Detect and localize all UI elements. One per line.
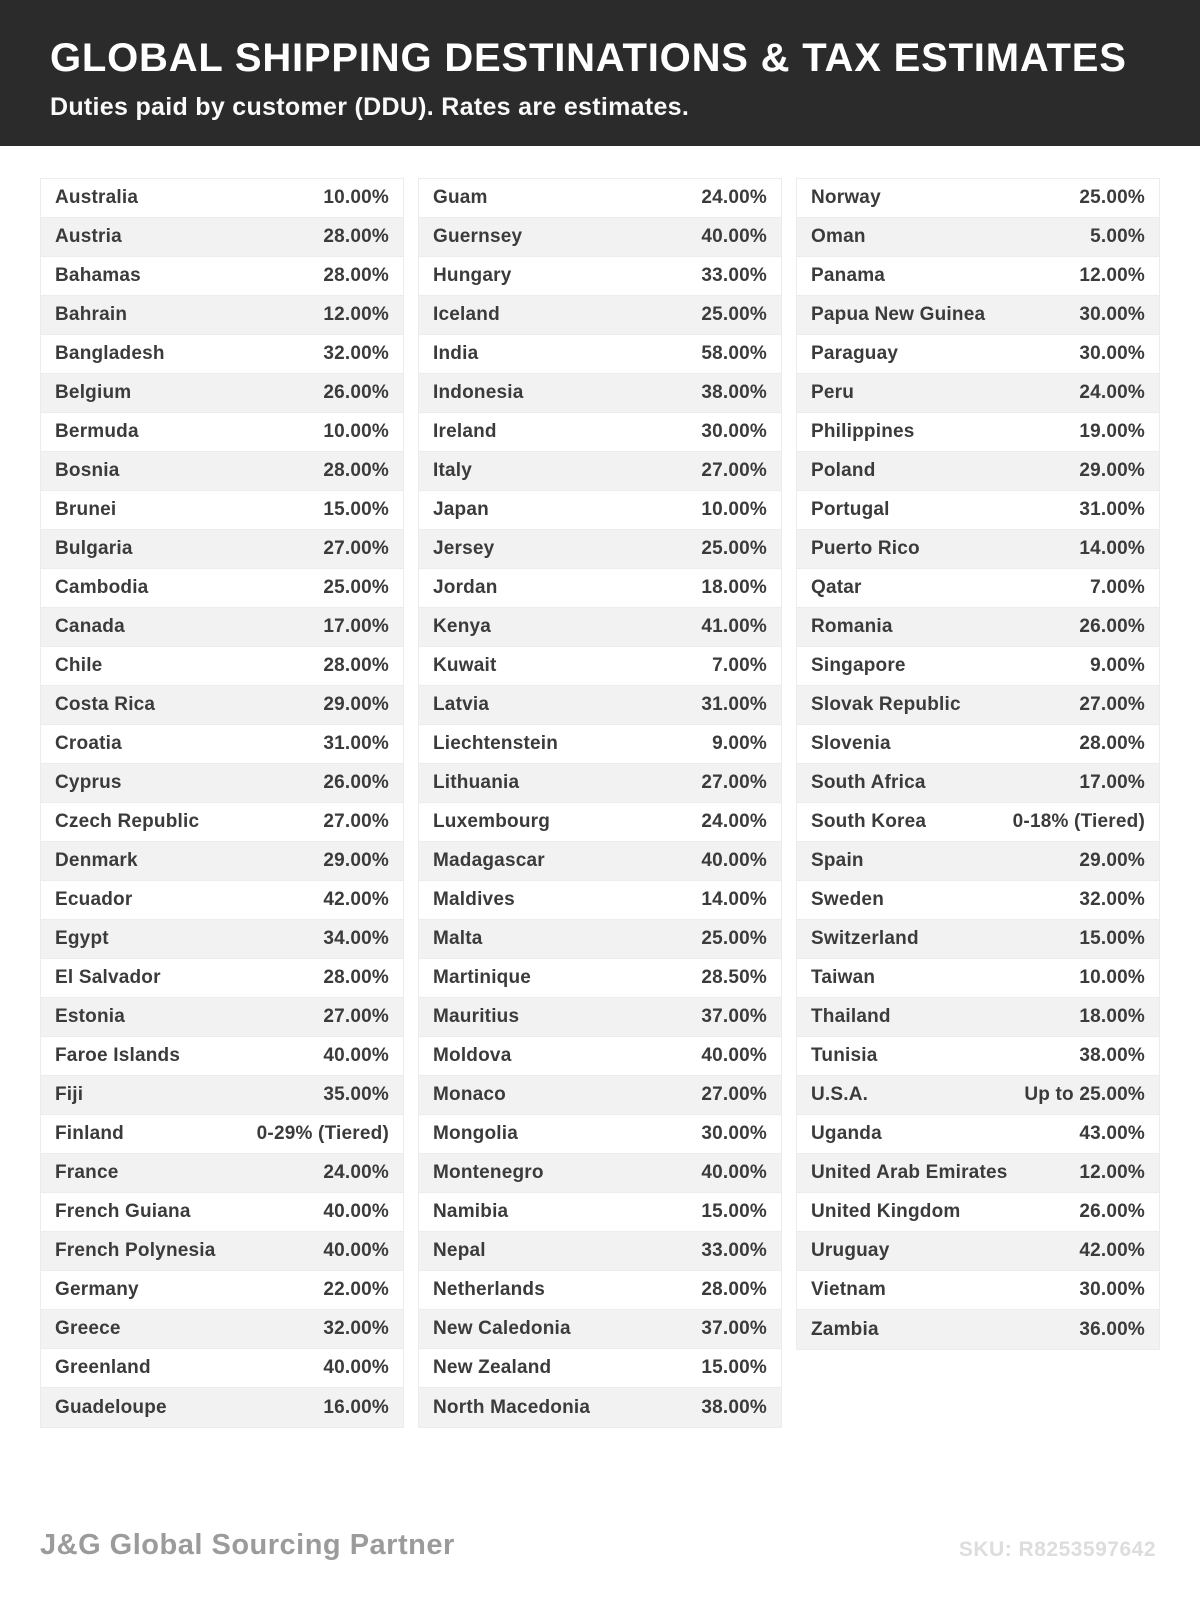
country-name: North Macedonia — [433, 1396, 591, 1418]
country-name: Tunisia — [811, 1045, 878, 1066]
country-name: U.S.A. — [811, 1084, 869, 1105]
tax-rate: 31.00% — [323, 733, 389, 754]
country-name: Portugal — [811, 499, 890, 520]
table-row — [41, 413, 403, 452]
country-name: Slovenia — [811, 733, 891, 754]
tax-rate: 37.00% — [701, 1006, 767, 1027]
table-row — [41, 530, 403, 569]
tax-rate: 43.00% — [1079, 1123, 1145, 1144]
tax-rate: 19.00% — [1079, 421, 1145, 442]
tax-rate: 12.00% — [1079, 265, 1145, 286]
country-name: Jordan — [433, 577, 498, 598]
table-row — [797, 218, 1159, 257]
table-row — [797, 179, 1159, 218]
country-name: Nepal — [433, 1240, 486, 1261]
tax-rate: 33.00% — [701, 265, 767, 286]
tax-rate: 36.00% — [1079, 1318, 1145, 1340]
tax-rate: 30.00% — [701, 421, 767, 442]
country-name: South Africa — [811, 772, 926, 793]
tax-rate: 37.00% — [701, 1318, 767, 1339]
tax-rate: 41.00% — [701, 616, 767, 637]
table-row — [419, 881, 781, 920]
country-name: Faroe Islands — [55, 1045, 181, 1066]
table-row — [419, 218, 781, 257]
country-name: Luxembourg — [433, 811, 551, 832]
tax-rate: 27.00% — [323, 1006, 389, 1027]
table-row — [41, 725, 403, 764]
country-name: Spain — [811, 850, 864, 871]
country-name: Madagascar — [433, 850, 545, 871]
country-name: Kuwait — [433, 655, 497, 676]
country-name: Cyprus — [55, 772, 122, 793]
tax-rate: 30.00% — [1079, 1279, 1145, 1300]
table-row — [797, 491, 1159, 530]
tax-rate: 40.00% — [701, 850, 767, 871]
table-row — [41, 335, 403, 374]
table-row — [419, 1388, 781, 1427]
tax-rate: 18.00% — [1079, 1006, 1145, 1027]
table-row — [41, 374, 403, 413]
table-row — [41, 881, 403, 920]
table-row — [797, 803, 1159, 842]
tax-rate: 28.00% — [323, 460, 389, 481]
table-row — [797, 920, 1159, 959]
country-name: Netherlands — [433, 1279, 546, 1300]
table-row — [797, 374, 1159, 413]
country-name: Finland — [55, 1123, 124, 1144]
table-row — [419, 491, 781, 530]
tax-rate: 15.00% — [701, 1201, 767, 1222]
country-name: Uganda — [811, 1123, 882, 1144]
country-name: Bangladesh — [55, 343, 165, 364]
tax-rate: 15.00% — [323, 499, 389, 520]
country-name: India — [433, 343, 479, 364]
tax-rate: 22.00% — [323, 1279, 389, 1300]
sku-label: SKU: R8253597642 — [958, 1538, 1156, 1561]
tax-rate: 14.00% — [1079, 538, 1145, 559]
country-name: Lithuania — [433, 772, 520, 793]
tax-rate: 28.00% — [323, 265, 389, 286]
tax-rate: 40.00% — [701, 1045, 767, 1066]
table-row — [797, 296, 1159, 335]
tax-rate: 27.00% — [323, 811, 389, 832]
brand-name: J&G Global Sourcing Partner — [40, 1529, 455, 1561]
country-name: Denmark — [55, 850, 138, 871]
tax-rate: 25.00% — [701, 928, 767, 949]
country-name: Bahrain — [55, 304, 128, 325]
country-name: Puerto Rico — [811, 538, 920, 559]
country-name: Peru — [811, 382, 855, 403]
table-row — [419, 764, 781, 803]
country-name: Bermuda — [55, 421, 139, 442]
table-row — [41, 842, 403, 881]
table-row — [797, 998, 1159, 1037]
tax-rate: 25.00% — [1079, 187, 1145, 208]
table-row — [419, 1115, 781, 1154]
tax-rate: 27.00% — [701, 772, 767, 793]
tax-rate: 24.00% — [701, 187, 767, 208]
table-row — [41, 296, 403, 335]
table-row — [41, 686, 403, 725]
country-name: Liechtenstein — [433, 733, 559, 754]
table-row — [419, 803, 781, 842]
tax-rate: 15.00% — [1079, 928, 1145, 949]
table-row — [41, 959, 403, 998]
table-row — [41, 1154, 403, 1193]
rates-column-3 — [796, 178, 1160, 1350]
table-row — [419, 179, 781, 218]
country-name: Canada — [55, 616, 125, 637]
country-name: United Kingdom — [811, 1201, 961, 1222]
tax-rate: 9.00% — [1090, 655, 1145, 676]
country-name: Guernsey — [433, 226, 523, 247]
country-name: Latvia — [433, 694, 490, 715]
tax-rate: 26.00% — [323, 382, 389, 403]
tax-rate: 31.00% — [1079, 499, 1145, 520]
country-name: Greece — [55, 1318, 121, 1339]
table-row — [797, 842, 1159, 881]
table-row — [797, 764, 1159, 803]
tax-rate: Up to 25.00% — [1024, 1084, 1145, 1105]
tax-rate: 40.00% — [323, 1240, 389, 1261]
tax-rate: 32.00% — [323, 1318, 389, 1339]
tax-rate: 42.00% — [323, 889, 389, 910]
tax-rate: 27.00% — [701, 1084, 767, 1105]
tax-rate: 10.00% — [323, 187, 389, 208]
tax-rate: 15.00% — [701, 1357, 767, 1378]
country-name: Estonia — [55, 1006, 126, 1027]
rates-column-1 — [40, 178, 404, 1428]
tax-rate: 9.00% — [712, 733, 767, 754]
country-name: Guam — [433, 187, 488, 208]
table-row — [797, 335, 1159, 374]
table-row — [41, 1076, 403, 1115]
table-row — [419, 1271, 781, 1310]
country-name: South Korea — [811, 811, 927, 832]
table-row — [419, 1310, 781, 1349]
tax-rate: 28.00% — [1079, 733, 1145, 754]
tax-rate: 12.00% — [1079, 1162, 1145, 1183]
country-name: Hungary — [433, 265, 512, 286]
tax-rate: 25.00% — [701, 538, 767, 559]
table-row — [419, 374, 781, 413]
table-row — [797, 1310, 1159, 1349]
country-name: Austria — [55, 226, 122, 247]
page-title: GLOBAL SHIPPING DESTINATIONS & TAX ESTIMATES — [50, 36, 1127, 80]
page-subtitle: Duties paid by customer (DDU). Rates are estimates. — [50, 93, 690, 121]
table-row — [41, 1349, 403, 1388]
country-name: Singapore — [811, 655, 906, 676]
country-name: Cambodia — [55, 577, 149, 598]
tax-rate: 38.00% — [701, 382, 767, 403]
rates-column-2 — [418, 178, 782, 1428]
table-row — [797, 881, 1159, 920]
table-row — [797, 686, 1159, 725]
table-row — [797, 1115, 1159, 1154]
footer — [40, 1529, 1156, 1562]
country-name: Oman — [811, 226, 866, 247]
table-row — [41, 1037, 403, 1076]
country-name: Papua New Guinea — [811, 304, 986, 325]
country-name: Switzerland — [811, 928, 919, 949]
tax-rate: 33.00% — [701, 1240, 767, 1261]
tax-rate: 26.00% — [1079, 616, 1145, 637]
tax-rate: 27.00% — [323, 538, 389, 559]
table-row — [797, 1076, 1159, 1115]
table-row — [419, 608, 781, 647]
country-name: Kenya — [433, 616, 492, 637]
table-row — [41, 218, 403, 257]
country-name: Philippines — [811, 421, 915, 442]
table-row — [419, 296, 781, 335]
tax-rate: 38.00% — [1079, 1045, 1145, 1066]
country-name: Iceland — [433, 304, 500, 325]
tax-rate: 40.00% — [323, 1045, 389, 1066]
table-row — [797, 1232, 1159, 1271]
tax-rate: 28.00% — [323, 967, 389, 988]
table-row — [797, 608, 1159, 647]
tax-rate: 34.00% — [323, 928, 389, 949]
tax-rate: 24.00% — [701, 811, 767, 832]
country-name: Sweden — [811, 889, 884, 910]
tax-rate: 10.00% — [323, 421, 389, 442]
table-row — [797, 452, 1159, 491]
tax-rate: 30.00% — [701, 1123, 767, 1144]
table-row — [41, 998, 403, 1037]
country-name: Costa Rica — [55, 694, 156, 715]
table-row — [419, 1154, 781, 1193]
country-name: New Caledonia — [433, 1318, 571, 1339]
country-name: Italy — [433, 460, 473, 481]
table-row — [41, 1193, 403, 1232]
table-row — [797, 1037, 1159, 1076]
tax-rate: 25.00% — [323, 577, 389, 598]
tax-rate: 28.50% — [701, 967, 767, 988]
country-name: Poland — [811, 460, 876, 481]
country-name: Paraguay — [811, 343, 899, 364]
country-name: Malta — [433, 928, 483, 949]
country-name: United Arab Emirates — [811, 1162, 1008, 1183]
table-row — [41, 1271, 403, 1310]
table-row — [419, 686, 781, 725]
table-row — [797, 257, 1159, 296]
tax-rate: 28.00% — [323, 655, 389, 676]
tax-rate: 10.00% — [701, 499, 767, 520]
country-name: Panama — [811, 265, 886, 286]
table-row — [41, 1115, 403, 1154]
country-name: Germany — [55, 1279, 139, 1300]
table-row — [797, 413, 1159, 452]
country-name: Australia — [55, 187, 139, 208]
table-row — [419, 1232, 781, 1271]
country-name: French Guiana — [55, 1201, 191, 1222]
country-name: Uruguay — [811, 1240, 890, 1261]
country-name: France — [55, 1162, 119, 1183]
table-row — [41, 452, 403, 491]
country-name: Brunei — [55, 499, 117, 520]
country-name: New Zealand — [433, 1357, 552, 1378]
table-row — [797, 569, 1159, 608]
country-name: Maldives — [433, 889, 515, 910]
tax-rate: 27.00% — [701, 460, 767, 481]
tax-rate: 24.00% — [1079, 382, 1145, 403]
tax-rate: 29.00% — [323, 694, 389, 715]
country-name: Greenland — [55, 1357, 151, 1378]
table-row — [419, 530, 781, 569]
country-name: Croatia — [55, 733, 122, 754]
table-row — [419, 1349, 781, 1388]
table-row — [419, 257, 781, 296]
table-row — [41, 803, 403, 842]
country-name: Martinique — [433, 967, 532, 988]
tax-rate: 14.00% — [701, 889, 767, 910]
tax-rate: 40.00% — [323, 1201, 389, 1222]
tax-rate: 16.00% — [323, 1396, 389, 1418]
country-name: Vietnam — [811, 1279, 886, 1300]
tax-rate: 40.00% — [323, 1357, 389, 1378]
table-row — [41, 1310, 403, 1349]
tax-rate: 26.00% — [1079, 1201, 1145, 1222]
table-row — [419, 1076, 781, 1115]
table-row — [41, 257, 403, 296]
table-row — [797, 1154, 1159, 1193]
country-name: Thailand — [811, 1006, 891, 1027]
tax-rate: 32.00% — [1079, 889, 1145, 910]
table-row — [41, 179, 403, 218]
country-name: Belgium — [55, 382, 132, 403]
table-row — [41, 569, 403, 608]
tax-rate: 7.00% — [1090, 577, 1145, 598]
country-name: Mauritius — [433, 1006, 520, 1027]
tax-rate: 0-18% (Tiered) — [1012, 811, 1145, 832]
tax-rate: 38.00% — [701, 1396, 767, 1418]
table-row — [419, 413, 781, 452]
tax-rates-table — [0, 146, 1200, 1428]
table-row — [41, 764, 403, 803]
header-banner — [0, 0, 1200, 146]
tax-rate: 42.00% — [1079, 1240, 1145, 1261]
country-name: El Salvador — [55, 967, 161, 988]
country-name: Zambia — [811, 1318, 879, 1340]
tax-rate: 17.00% — [323, 616, 389, 637]
country-name: Japan — [433, 499, 489, 520]
tax-rate: 24.00% — [323, 1162, 389, 1183]
tax-rate: 7.00% — [712, 655, 767, 676]
table-row — [797, 725, 1159, 764]
country-name: Qatar — [811, 577, 862, 598]
tax-rate: 35.00% — [323, 1084, 389, 1105]
table-row — [419, 842, 781, 881]
country-name: Ireland — [433, 421, 497, 442]
table-row — [419, 1037, 781, 1076]
table-row — [797, 647, 1159, 686]
country-name: Slovak Republic — [811, 694, 961, 715]
country-name: Mongolia — [433, 1123, 518, 1144]
country-name: Montenegro — [433, 1162, 544, 1183]
table-row — [41, 920, 403, 959]
table-row — [419, 452, 781, 491]
table-row — [797, 530, 1159, 569]
country-name: Moldova — [433, 1045, 512, 1066]
tax-rate: 0-29% (Tiered) — [256, 1123, 389, 1144]
country-name: Indonesia — [433, 382, 524, 403]
country-name: French Polynesia — [55, 1240, 216, 1261]
table-row — [419, 959, 781, 998]
tax-rate: 29.00% — [1079, 850, 1145, 871]
tax-rate: 29.00% — [323, 850, 389, 871]
table-row — [419, 569, 781, 608]
table-row — [41, 491, 403, 530]
country-name: Bahamas — [55, 265, 141, 286]
country-name: Jersey — [433, 538, 495, 559]
table-row — [419, 1193, 781, 1232]
tax-rate: 18.00% — [701, 577, 767, 598]
tax-rate: 40.00% — [701, 226, 767, 247]
table-row — [419, 647, 781, 686]
country-name: Fiji — [55, 1084, 84, 1105]
country-name: Taiwan — [811, 967, 876, 988]
country-name: Romania — [811, 616, 893, 637]
table-row — [797, 959, 1159, 998]
country-name: Chile — [55, 655, 103, 676]
tax-rate: 30.00% — [1079, 343, 1145, 364]
tax-rate: 26.00% — [323, 772, 389, 793]
table-row — [419, 335, 781, 374]
tax-rate: 40.00% — [701, 1162, 767, 1183]
tax-rate: 12.00% — [323, 304, 389, 325]
tax-rate: 58.00% — [701, 343, 767, 364]
table-row — [419, 725, 781, 764]
tax-rate: 25.00% — [701, 304, 767, 325]
tax-rate: 29.00% — [1079, 460, 1145, 481]
table-row — [41, 1232, 403, 1271]
country-name: Namibia — [433, 1201, 509, 1222]
tax-rate: 5.00% — [1090, 226, 1145, 247]
country-name: Ecuador — [55, 889, 133, 910]
country-name: Monaco — [433, 1084, 506, 1105]
tax-rate: 17.00% — [1079, 772, 1145, 793]
country-name: Czech Republic — [55, 811, 200, 832]
table-row — [41, 647, 403, 686]
tax-rate: 30.00% — [1079, 304, 1145, 325]
table-row — [797, 1193, 1159, 1232]
table-row — [41, 1388, 403, 1427]
country-name: Guadeloupe — [55, 1396, 167, 1418]
country-name: Bosnia — [55, 460, 120, 481]
tax-rate: 32.00% — [323, 343, 389, 364]
table-row — [41, 608, 403, 647]
country-name: Norway — [811, 187, 881, 208]
tax-rate: 27.00% — [1079, 694, 1145, 715]
tax-rate: 28.00% — [323, 226, 389, 247]
table-row — [797, 1271, 1159, 1310]
tax-rate: 31.00% — [701, 694, 767, 715]
country-name: Egypt — [55, 928, 109, 949]
table-row — [419, 920, 781, 959]
country-name: Bulgaria — [55, 538, 133, 559]
tax-rate: 10.00% — [1079, 967, 1145, 988]
tax-rate: 28.00% — [701, 1279, 767, 1300]
table-row — [419, 998, 781, 1037]
